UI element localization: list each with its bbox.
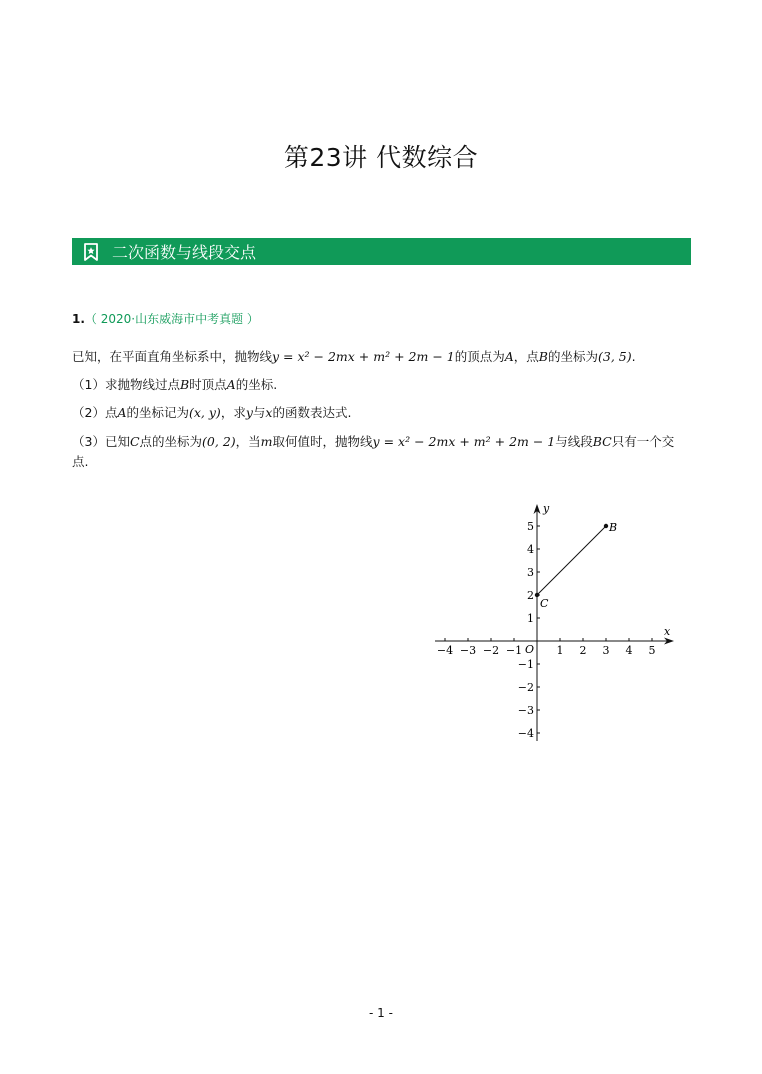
text: . (631, 349, 636, 364)
question-intro (72, 347, 692, 367)
text: 的坐标为 (547, 349, 598, 364)
text: ，求 (220, 405, 246, 420)
page-title: 第23讲 代数综合 (283, 143, 479, 172)
text: 的坐标记为 (126, 405, 189, 420)
y-tick-label: −2 (517, 681, 534, 694)
origin-label: O (525, 643, 535, 656)
text: ，当 (235, 434, 261, 449)
y-tick-label: 5 (527, 520, 534, 533)
variable: m (260, 434, 273, 449)
point-label: A (504, 349, 514, 364)
point-label: B (538, 349, 548, 364)
coordinate-plane-figure (425, 496, 677, 742)
y-tick-label: −3 (517, 704, 534, 717)
y-tick-label: 3 (527, 566, 534, 579)
point-label: C (129, 434, 140, 449)
y-tick-label: 1 (527, 612, 534, 625)
x-tick-label: 2 (579, 644, 587, 657)
segment-CB (537, 526, 606, 595)
point-B (604, 524, 608, 528)
point-label: B (179, 377, 190, 392)
text: 点的坐标为 (139, 434, 203, 449)
text: 的坐标. (235, 377, 278, 392)
question-number: 1. (72, 312, 85, 326)
section-header (72, 238, 691, 265)
text: 只有一个交 (611, 434, 675, 449)
x-axis-label: x (664, 625, 671, 638)
text: 与线段 (555, 434, 593, 449)
text: 与 (252, 405, 266, 420)
text: （2）点 (72, 405, 118, 420)
question-header (72, 310, 259, 327)
y-tick-label: −1 (517, 658, 534, 671)
section-label: 二次函数与线段交点 (112, 243, 257, 262)
question-part-1 (72, 375, 692, 395)
y-tick-label: 2 (527, 589, 534, 602)
x-tick-label: 3 (602, 644, 610, 657)
x-tick-label: 5 (648, 644, 656, 657)
point-label-B: B (609, 521, 618, 534)
equation: y = x² − 2mx + m² + 2m − 1 (272, 349, 455, 364)
x-tick-label: −1 (505, 644, 523, 657)
x-tick-label: −3 (459, 644, 477, 657)
x-tick-label: 1 (556, 644, 564, 657)
text: （3）已知 (72, 434, 130, 449)
coordinate: (3, 5) (597, 349, 632, 364)
variable: y (245, 405, 253, 420)
page-number: - 1 - (369, 1006, 393, 1020)
point-label: A (117, 405, 127, 420)
question-part-2 (72, 403, 692, 423)
segment-label: BC (592, 434, 612, 449)
equation: y = x² − 2mx + m² + 2m − 1 (372, 434, 556, 449)
text: 的函数表达式. (272, 405, 352, 420)
text: 时顶点 (189, 377, 227, 392)
coordinate: (0, 2) (202, 434, 236, 449)
x-tick-label: −2 (482, 644, 500, 657)
x-tick-label: −4 (436, 644, 454, 657)
variable: x (265, 405, 273, 420)
y-tick-label: −4 (517, 727, 534, 740)
point-label-C: C (540, 597, 549, 610)
question-part-3 (72, 432, 692, 472)
question-source: （ 2020·山东威海市中考真题 ） (84, 312, 259, 326)
x-tick-label: 4 (625, 644, 633, 657)
bookmark-star-icon (83, 243, 99, 261)
text: 取何值时，抛物线 (272, 434, 373, 449)
point-label: A (226, 377, 236, 392)
text: ，点 (513, 349, 539, 364)
y-axis-label: y (543, 502, 550, 515)
text: 的顶点为 (454, 349, 505, 364)
text: （1）求抛物线过点 (72, 377, 180, 392)
text: 点. (72, 454, 89, 469)
point-C (535, 593, 539, 597)
text: 已知，在平面直角坐标系中，抛物线 (72, 349, 273, 364)
y-tick-label: 4 (527, 543, 534, 556)
coordinate: (x, y) (189, 405, 221, 420)
